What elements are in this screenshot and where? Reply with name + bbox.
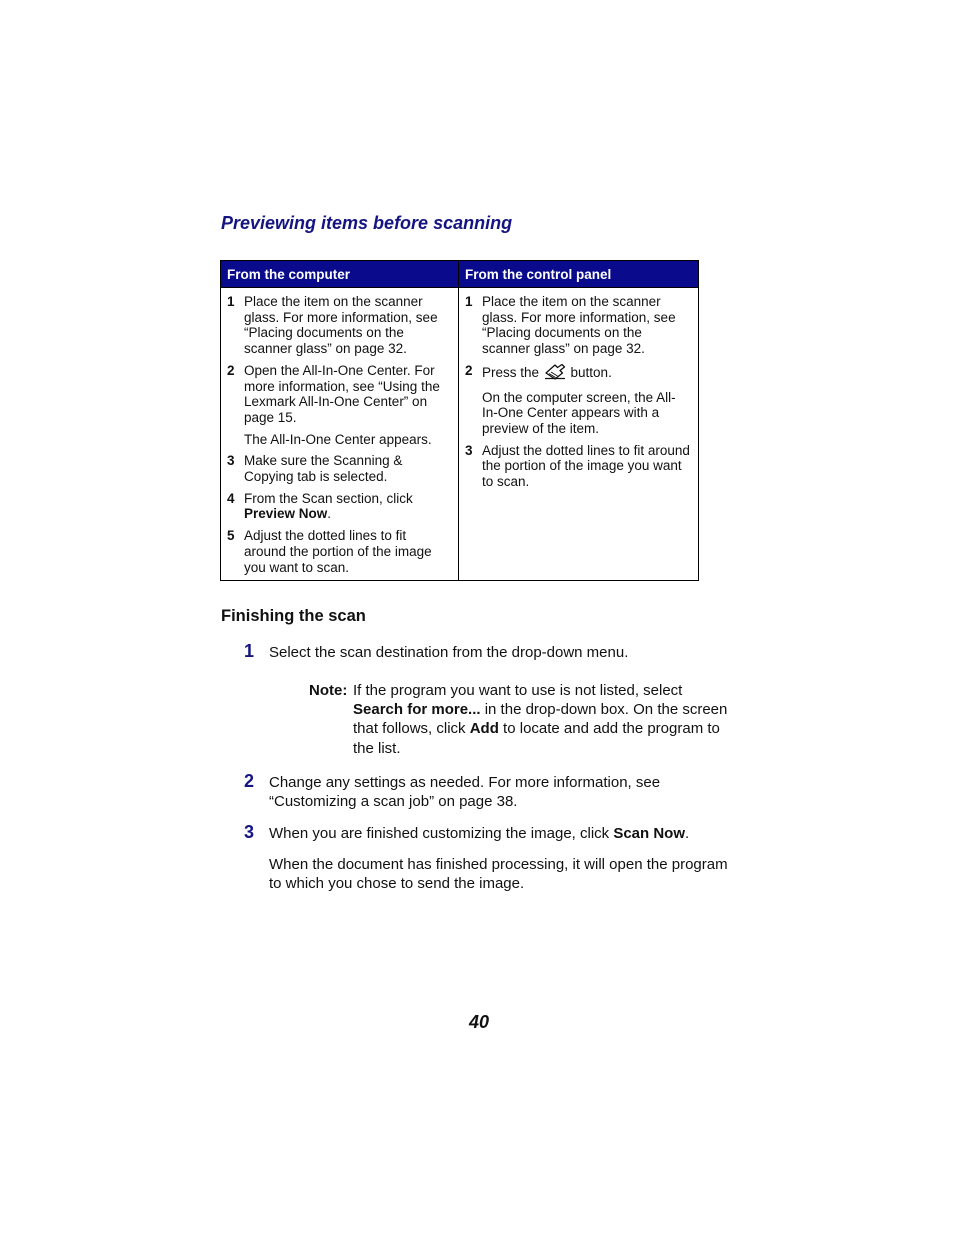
finishing-step-3-result: When the document has finished processing, it will open the program to which you chose to send the image. [269,856,728,893]
table-header-row [221,261,699,288]
computer-step-1 [227,294,450,357]
scan-button-icon [544,363,566,384]
note-text [353,681,733,758]
finishing-step-3-text [269,824,729,843]
step-text-part: Press the [482,364,543,380]
step-number: 4 [227,490,235,506]
step-text-part: . [685,825,690,842]
finishing-step-1-text: Select the scan destination from the drop-down menu. [269,644,629,661]
computer-step-2-result: The All-In-One Center appears. [244,431,432,447]
computer-step-2 [227,363,450,426]
scan-now-label: Scan Now [613,825,686,842]
panel-step-1 [465,294,690,357]
instructions-table [220,260,699,581]
panel-step-2 [465,363,690,384]
step-number: 1 [227,294,235,309]
finishing-title: Finishing the scan [221,607,366,625]
section-title: Previewing items before scanning [221,213,513,233]
computer-step-3 [227,453,450,484]
panel-steps-cell [459,288,699,581]
step-number: 3 [465,442,473,458]
finishing-step-2-text: Change any settings as needed. For more information, see “Customizing a scan job” on page 38. [269,774,661,811]
search-for-more-label: Search for more... [353,701,481,719]
page-number-text: 40 [468,1012,490,1032]
table-body-row [221,288,699,581]
step-text-part: When you are finished customizing the image, click [269,825,614,842]
header-from-control-panel: From the control panel [459,261,699,288]
step-text: Open the All-In-One Center. For more information, see “Using the Lexmark All-In-One Center” on page 15. [244,362,440,425]
step-text [482,363,690,384]
page-number [0,1012,954,1033]
note [309,681,733,758]
add-label: Add [469,720,499,738]
note-text-part: in the drop-down box. On the screen that follows, click [353,701,728,738]
step-text-part: . [327,506,332,522]
step-number: 3 [227,453,235,469]
step-text-part: button. [566,364,612,380]
step-text [244,491,450,522]
panel-step-2-result: On the computer screen, the All-In-One Center appears with a preview of the item. [482,389,676,436]
step-text: Adjust the dotted lines to fit around the portion of the image you want to scan. [244,528,432,575]
finishing-step-2-number: 2 [244,771,255,791]
step-number: 1 [465,294,473,309]
panel-step-3 [465,443,690,490]
computer-steps-cell [221,288,459,581]
preview-now-label: Preview Now [244,506,328,522]
note-label: Note: [309,682,348,699]
step-number: 5 [227,528,235,544]
step-text: Place the item on the scanner glass. For more information, see “Placing documents on the scanner glass” on page 32. [244,294,438,357]
step-number: 2 [465,362,473,378]
header-from-computer: From the computer [221,261,459,288]
finishing-step-3-number: 3 [244,822,255,842]
step-text: Place the item on the scanner glass. For more information, see “Placing documents on the scanner glass” on page 32. [482,294,676,357]
step-text: Adjust the dotted lines to fit around the portion of the image you want to scan. [482,442,690,490]
note-text-part: to locate and add the program to the list. [353,720,720,757]
finishing-step-1-number: 1 [244,641,255,661]
step-text: Make sure the Scanning & Copying tab is selected. [244,453,403,485]
step-text-part: From the Scan section, click [244,490,413,506]
step-number: 2 [227,362,235,378]
note-text-part: If the program you want to use is not listed, select [353,682,683,699]
computer-step-4 [227,491,450,522]
computer-step-5 [227,528,450,575]
